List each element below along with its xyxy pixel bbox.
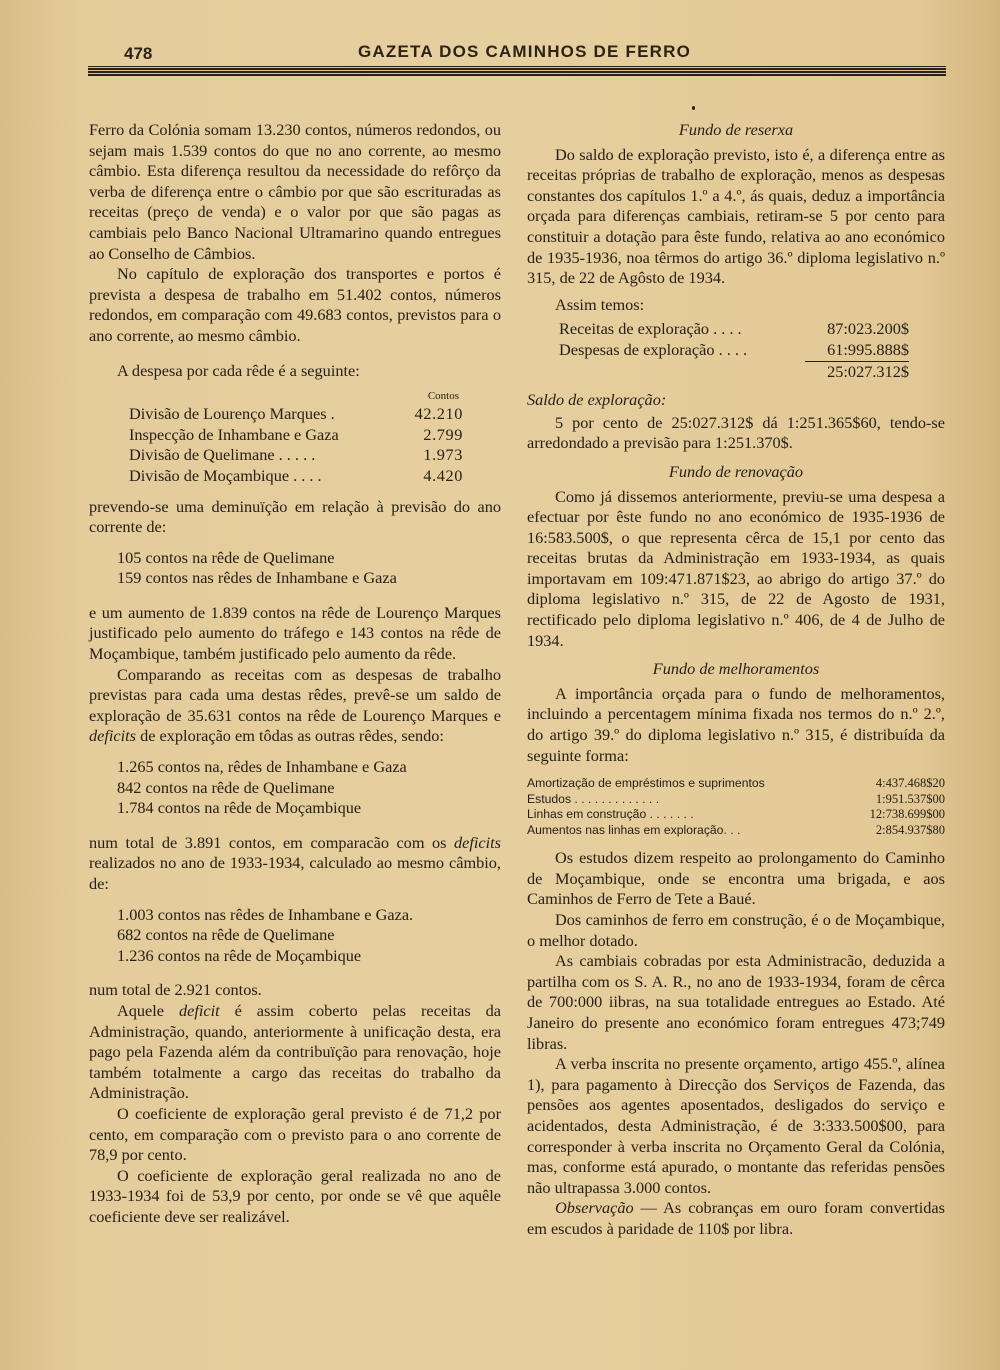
row-value: 4.420 [423, 465, 463, 485]
row-value: 4:437.468$20 [875, 776, 945, 791]
paragraph: Os estudos dizem respeito ao prolongamento do Caminho de Moçambique, onde se encontra uma brigada, e aos Caminhos de Ferro de Tete a Baué. [527, 848, 945, 909]
row-label: Despesas de exploração . . . . [559, 339, 748, 359]
row-value: 87:023.200$ [827, 319, 909, 339]
table-unit: Contos [427, 390, 459, 403]
exploration-balance-table [559, 319, 909, 382]
table-row [129, 425, 463, 446]
total-value: 25:027.312$ [805, 361, 909, 383]
expense-by-network-table [129, 389, 463, 486]
list-item: 1.236 contos na rêde de Moçambique [117, 945, 362, 965]
paragraph: Como já dissemos anteriormente, previu-se uma despesa a efectuar por êste fundo no ano económico de 1935-1936 de 16:583.500$, o que representa cêrca de 15,1 por cento das receitas brutas da Administração em 1933-1934, as quais importavam em 109:471.871$23, ao abrigo do artigo 37.º do diploma legislativo n.º 315, de 22 de Agosto de 1931, rectificado pelo diploma legislativo n.º 406, de 4 de Julho de 1934. [527, 486, 945, 650]
paragraph: Assim temos: [555, 294, 645, 314]
row-label: Inspecção de Inhambane e Gaza [129, 424, 339, 444]
section-heading: Fundo de reserxa [678, 120, 794, 139]
realized-deficit-list [117, 905, 501, 967]
page-header [88, 36, 946, 76]
paragraph: Observação — As cobranças em ouro foram convertidas em escudos à paridade de 110$ por libra. [527, 1198, 945, 1238]
table-row [129, 466, 463, 487]
paragraph: O coeficiente de exploração geral realizada no ano de 1933-1934 foi de 53,9 por cento, por onde se vê que aquêle coeficiente deve ser realizável. [89, 1165, 501, 1226]
paragraph: No capítulo de exploração dos transportes e portos é prevista a despesa de trabalho em 51.402 contos, números redondos, em comparação com 49.683 contos, previstos para o ano corrente, ao mesmo câmbio. [89, 264, 501, 345]
list-item: 842 contos na rêde de Quelimane [117, 777, 335, 797]
ink-mark [692, 106, 695, 110]
left-column [89, 120, 501, 1228]
paragraph: num total de 2.921 contos. [89, 980, 262, 1000]
section-heading: Fundo de renovação [668, 461, 804, 481]
row-value: 42.210 [414, 404, 463, 424]
list-item: 159 contos nas rêdes de Inhambane e Gaza [117, 568, 397, 588]
paragraph: A importância orçada para o fundo de melhoramentos, incluindo a percentagem mínima fixada nos termos do n.º 2.º, do artigo 39.º do diploma legislativo n.º 315, é distribuída da seguinte forma: [527, 683, 945, 765]
reduction-list [117, 548, 501, 589]
page-number: 478 [124, 44, 153, 63]
paragraph: O coeficiente de exploração geral previsto é de 71,2 por cento, em comparação com o previsto para o ano corrente de 78,9 por cento. [89, 1103, 501, 1165]
paragraph: 5 por cento de 25:027.312$ dá 1:251.365$60, tendo-se arredondado a previsão para 1:251.370$. [527, 412, 945, 453]
paragraph: Dos caminhos de ferro em construção, é o de Moçambique, o melhor dotado. [527, 910, 945, 950]
row-value: 12:738.699$00 [869, 807, 945, 822]
row-label: Divisão de Moçambique . . . . [129, 465, 322, 485]
row-value: 61:995.888$ [827, 339, 909, 359]
subheading: Saldo de exploração: [527, 390, 667, 410]
list-item: 682 contos na rêde de Quelimane [117, 925, 335, 945]
row-label: Receitas de exploração . . . . [559, 319, 742, 339]
row-label: Divisão de Quelimane . . . . . [129, 445, 316, 465]
row-label: Aumentos nas linhas em exploração. . . [527, 822, 741, 837]
section-heading: Fundo de melhoramentos [652, 659, 820, 679]
list-item: 105 contos na rêde de Quelimane [117, 547, 335, 567]
table-row [527, 807, 945, 823]
header-rule [88, 66, 946, 76]
paragraph: Aquele deficit é assim coberto pelas receitas da Administração, quando, anteriormente à unificação desta, era pago pela Fazenda além da contribuïção para renovação, hoje também totalmente a cargo das receitas do trabalho da Administração. [89, 1000, 501, 1103]
row-label: Linhas em construção . . . . . . . [527, 807, 694, 822]
row-value: 2.799 [423, 424, 463, 444]
paragraph: e um aumento de 1.839 contos na rêde de Lourenço Marques justificado pelo aumento do tráfego e 143 contos na rêde de Moçambique, também justificado pelo aumento da rêde. [89, 602, 501, 664]
list-item: 1.784 contos na rêde de Moçambique [117, 798, 362, 818]
list-item: 1.265 contos na, rêdes de Inhambane e Gaza [117, 757, 407, 777]
table-total [559, 361, 909, 383]
row-label: Estudos . . . . . . . . . . . . . [527, 791, 660, 806]
paragraph: A verba inscrita no presente orçamento, artigo 455.º, alínea 1), para pagamento à Direcção dos Serviços de Fazenda, das pensões aos agentes aposentados, desligados do serviço e acidentados, desta Administração, é de 3:333.500$00, para corresponder à verba inscrita no Orçamento Geral da Colónia, mas, conforme está apurado, o montante das referidas pensões não ultrapassa 3.000 contos. [527, 1054, 945, 1197]
paragraph: Comparando as receitas com as despesas de trabalho previstas para cada uma destas rêdes, prevê-se um saldo de exploração de 35.631 contos na rêde de Lourenço Marques e deficits de exploração em tôdas as outras rêdes, sendo: [89, 664, 501, 746]
paragraph: Ferro da Colónia somam 13.230 contos, números redondos, ou sejam mais 1.539 contos do que no ano corrente, ao mesmo câmbio. Esta diferença resultou da necessidade do refôrço da verba de diferença entre o câmbio por que são escrituradas as receitas (preço de venda) e o valor por que são pagas as cambiais pelo Banco Nacional Ultramarino quando entregues ao Conselho de Câmbios. [89, 120, 501, 263]
table-row [559, 340, 909, 361]
row-value: 1:951.537$00 [875, 791, 945, 806]
journal-title: GAZETA DOS CAMINHOS DE FERRO [358, 42, 691, 61]
table-row [559, 319, 909, 340]
paragraph: Do saldo de exploração previsto, isto é, a diferença entre as receitas próprias de trabalho de exploração, menos as despesas constantes dos capítulos 1.º a 4.º, ás quais, deduz a importância orçada para diferenças cambiais, retiram-se 5 por cento para constituir a dotação para êste fundo, relativa ao ano económico de 1935-1936, noa têrmos do artigo 36.º diploma legislativo n.º 315, de 22 de Agôsto de 1934. [527, 144, 945, 288]
paragraph: num total de 3.891 contos, em comparacão com os deficits realizados no ano de 1933-1934, calculado ao mesmo câmbio, de: [89, 832, 501, 893]
table-row [129, 404, 463, 425]
paragraph: As cambiais cobradas por esta Administracão, deduzida a partilha com os S. A. R., no ano de 1933-1934, foram de cêrca de 700:000 iibras, na sua totalidade entregues ao Estado. Até Janeiro do presente ano económico foram entregues 473;749 libras. [527, 951, 945, 1053]
row-value: 2:854.937$80 [875, 822, 945, 837]
improvements-fund-table [527, 776, 945, 838]
paragraph: A despesa por cada rêde é a seguinte: [117, 360, 360, 380]
table-row [527, 823, 945, 839]
deficit-list [117, 757, 501, 819]
table-row [527, 792, 945, 808]
row-label: Amortização de empréstimos e suprimentos [527, 776, 765, 791]
table-row [129, 445, 463, 466]
list-item: 1.003 contos nas rêdes de Inhambane e Gaza. [117, 904, 414, 924]
paragraph: prevendo-se uma deminuïção em relação à previsão do ano corrente de: [89, 496, 501, 537]
right-column [527, 120, 945, 1240]
row-value: 1.973 [423, 445, 463, 465]
row-label: Divisão de Lourenço Marques . [129, 404, 335, 424]
table-row [527, 776, 945, 792]
